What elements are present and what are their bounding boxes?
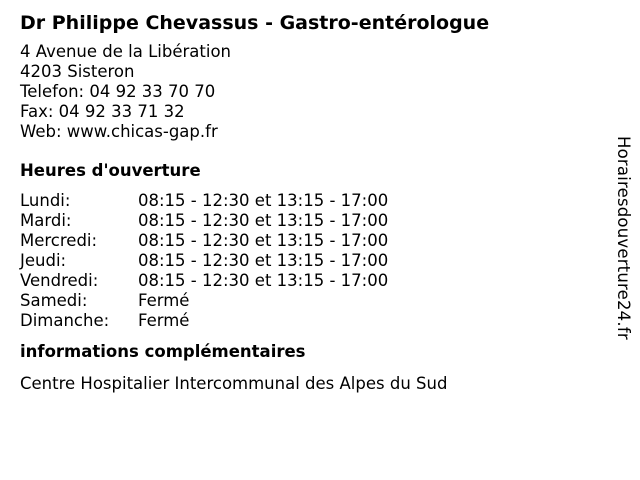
hours-row-tuesday bbox=[20, 211, 600, 231]
city: 4203 Sisteron bbox=[20, 62, 135, 81]
time-range: 08:15 - 12:30 et 13:15 - 17:00 bbox=[138, 251, 389, 270]
closed-label: Fermé bbox=[138, 311, 190, 330]
address-block bbox=[20, 42, 600, 142]
site-watermark: Horairesdouverture24.fr bbox=[614, 136, 633, 340]
hours-row-wednesday bbox=[20, 231, 600, 251]
phone-number: Telefon: 04 92 33 70 70 bbox=[20, 82, 216, 101]
business-card bbox=[20, 9, 600, 394]
page-title: Dr Philippe Chevassus - Gastro-entérologue bbox=[20, 12, 490, 34]
time-range: 08:15 - 12:30 et 13:15 - 17:00 bbox=[138, 211, 389, 230]
hours-row-sunday bbox=[20, 311, 600, 331]
day-label: Jeudi: bbox=[20, 251, 67, 270]
day-label: Mardi: bbox=[20, 211, 72, 230]
time-range: 08:15 - 12:30 et 13:15 - 17:00 bbox=[138, 231, 389, 250]
day-label: Samedi: bbox=[20, 291, 88, 310]
website: Web: www.chicas-gap.fr bbox=[20, 122, 218, 141]
additional-info-heading: informations complémentaires bbox=[20, 342, 306, 361]
day-label: Dimanche: bbox=[20, 311, 110, 330]
closed-label: Fermé bbox=[138, 291, 190, 310]
day-label: Vendredi: bbox=[20, 271, 99, 290]
fax-number: Fax: 04 92 33 71 32 bbox=[20, 102, 185, 121]
hours-row-saturday bbox=[20, 291, 600, 311]
opening-hours-table bbox=[20, 191, 600, 331]
additional-info-text: Centre Hospitalier Intercommunal des Alpes du Sud bbox=[20, 374, 448, 393]
day-label: Mercredi: bbox=[20, 231, 98, 250]
time-range: 08:15 - 12:30 et 13:15 - 17:00 bbox=[138, 191, 389, 210]
hours-row-monday bbox=[20, 191, 600, 211]
day-label: Lundi: bbox=[20, 191, 71, 210]
street-address: 4 Avenue de la Libération bbox=[20, 42, 232, 61]
time-range: 08:15 - 12:30 et 13:15 - 17:00 bbox=[138, 271, 389, 290]
hours-row-friday bbox=[20, 271, 600, 291]
hours-row-thursday bbox=[20, 251, 600, 271]
opening-hours-heading: Heures d'ouverture bbox=[20, 161, 201, 180]
